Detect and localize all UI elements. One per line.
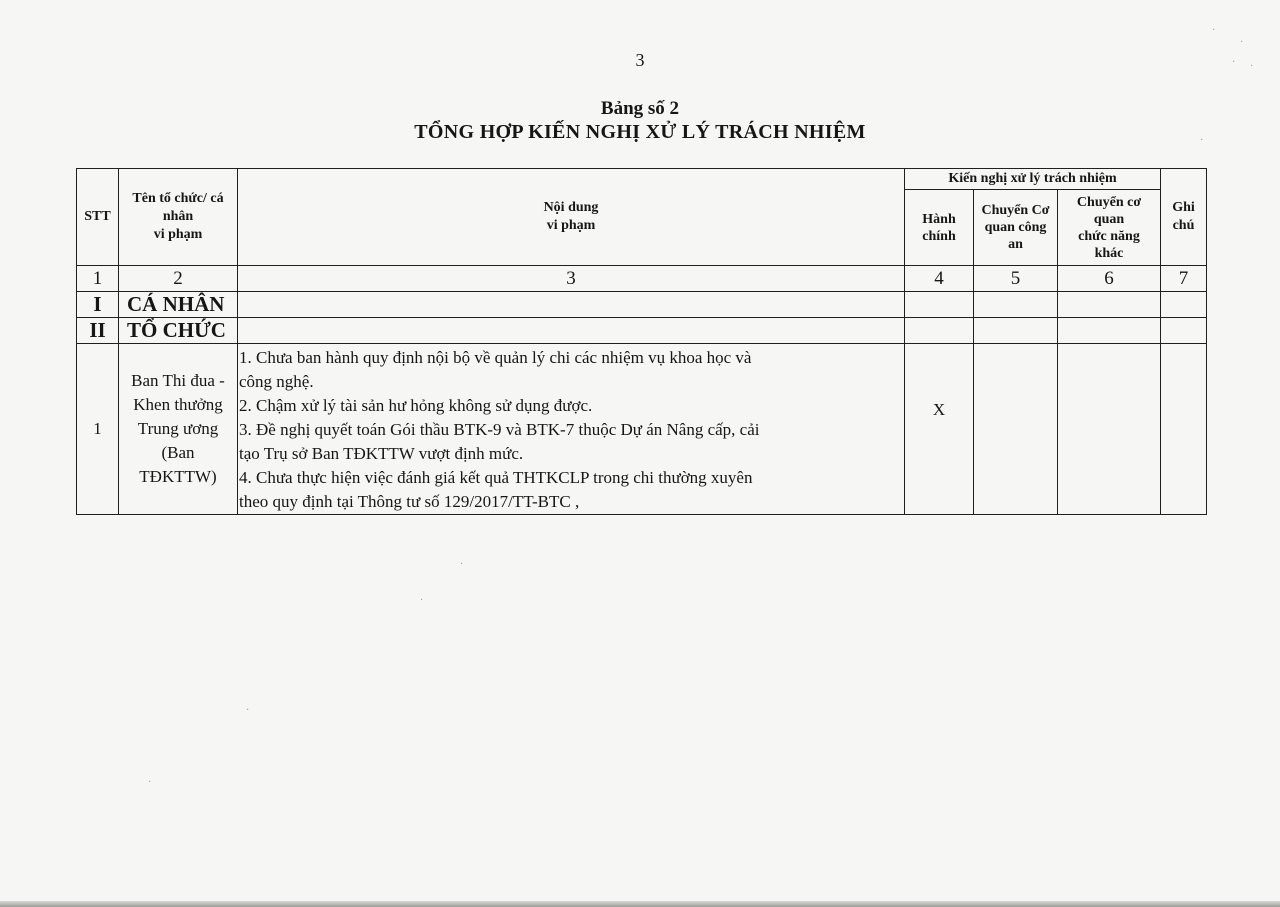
row-note: [1161, 344, 1207, 515]
table-row: [77, 344, 1207, 515]
table-label: Bảng số 2: [600, 98, 680, 119]
section-label: CÁ NHÂN: [119, 292, 238, 318]
column-number: 6: [1058, 266, 1161, 292]
section-individuals-row: [77, 292, 1207, 318]
header-recommendation-group: Kiến nghị xử lý trách nhiệm: [905, 169, 1161, 190]
scan-speck: ·: [246, 705, 250, 716]
row-organization: Ban Thi đua - Khen thưởng Trung ương (Ban TĐKTTW): [119, 344, 238, 515]
section-label: TỔ CHỨC: [119, 318, 238, 344]
header-content: Nội dung vi phạm: [238, 169, 905, 266]
column-number: 2: [119, 266, 238, 292]
row-administrative-mark: X: [905, 344, 974, 515]
header-other-agency: Chuyển cơ quan chức năng khác: [1058, 190, 1161, 266]
scan-speck: ·: [1200, 135, 1204, 146]
column-number: 3: [238, 266, 905, 292]
scan-speck: ·: [460, 559, 464, 570]
column-number-row: [77, 266, 1207, 292]
scan-speck: ·: [1232, 57, 1236, 68]
section-organizations-row: [77, 318, 1207, 344]
row-violation-content: 1. Chưa ban hành quy định nội bộ về quản lý chi các nhiệm vụ khoa học và công nghệ. 2. Chậm xử lý tài sản hư hỏng không sử dụng được. 3. Đề nghị quyết toán Gói thầu BTK-9 và BTK-7 thuộc Dự án Nâng cấp, cải tạo Trụ sở Ban TĐKTTW vượt định mức. 4. Chưa thực hiện việc đánh giá kết quả THTKCLP trong chi thường xuyên theo quy định tại Thông tư số 129/2017/TT-BTC ,: [238, 344, 905, 515]
responsibility-table: [76, 168, 1207, 515]
row-stt: 1: [77, 344, 119, 515]
column-number: 7: [1161, 266, 1207, 292]
scan-speck: ·: [1212, 25, 1216, 36]
column-number: 4: [905, 266, 974, 292]
row-police: [974, 344, 1058, 515]
scan-speck: ·: [148, 777, 152, 788]
column-number: 5: [974, 266, 1058, 292]
header-stt: STT: [77, 169, 119, 266]
row-other-agency: [1058, 344, 1161, 515]
section-roman: I: [77, 292, 119, 318]
column-number: 1: [77, 266, 119, 292]
header-note: Ghi chú: [1161, 169, 1207, 266]
table-title: TỔNG HỢP KIẾN NGHỊ XỬ LÝ TRÁCH NHIỆM: [414, 121, 866, 143]
header-police: Chuyển Cơ quan công an: [974, 190, 1058, 266]
page-number: 3: [635, 50, 645, 70]
header-row-1: [77, 169, 1207, 190]
header-organization: Tên tổ chức/ cá nhân vi phạm: [119, 169, 238, 266]
scan-speck: ·: [1250, 61, 1254, 72]
scan-speck: ·: [420, 595, 424, 606]
header-administrative: Hành chính: [905, 190, 974, 266]
scan-bottom-edge: [0, 901, 1280, 907]
scan-speck: ·: [1240, 37, 1244, 48]
section-roman: II: [77, 318, 119, 344]
